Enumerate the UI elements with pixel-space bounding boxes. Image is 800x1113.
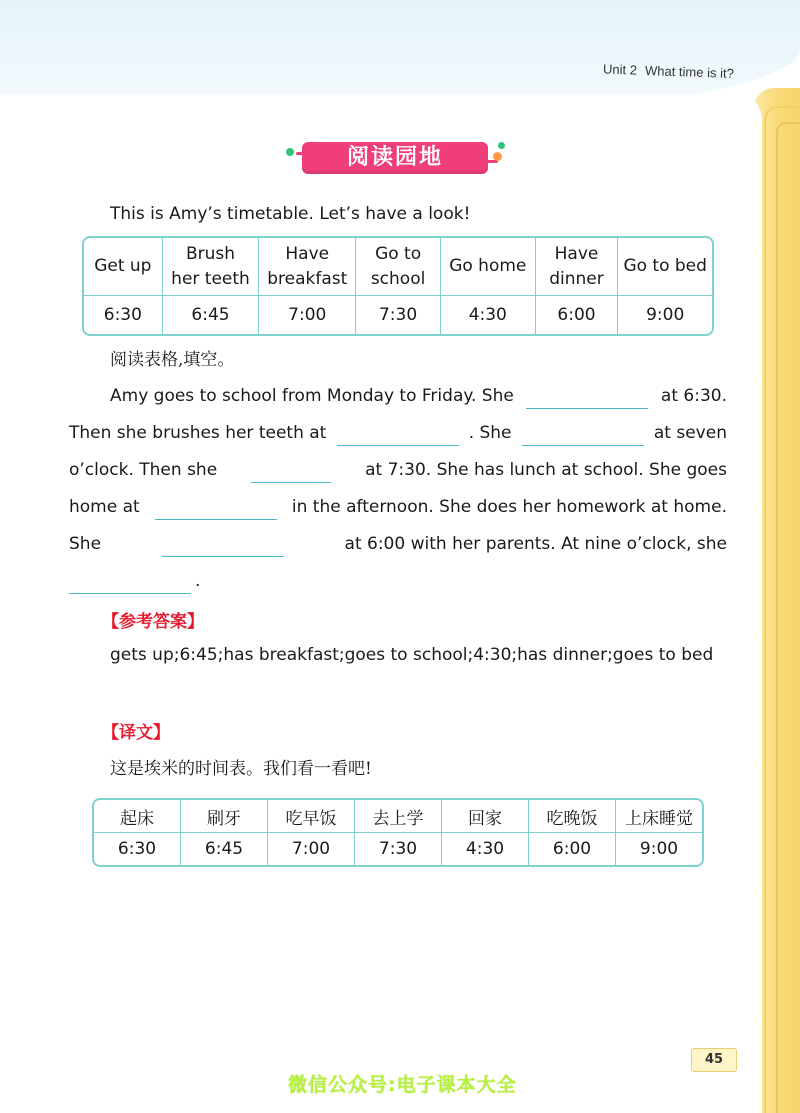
time-cell: 9:00	[639, 839, 679, 859]
passage-line: Amy goes to school from Monday to Friday. She at 6:30.	[69, 383, 727, 409]
activity-cell: Have breakfast	[259, 238, 356, 296]
timetable-activity-row	[94, 800, 702, 833]
time-cell: 6:30	[84, 296, 163, 334]
passage-line: home at in the afternoon. She does her homework at home.	[69, 494, 727, 520]
activity-cell: Go home	[441, 238, 536, 296]
answer-blank[interactable]	[526, 388, 648, 409]
instruction: 阅读表格,填空。	[110, 350, 235, 370]
answer-blank[interactable]	[251, 462, 331, 483]
activity-cell: Have dinner	[536, 238, 619, 296]
translation-label: 【译文】	[102, 723, 170, 743]
decor-dot-icon	[286, 148, 294, 156]
time-cell: 6:00	[536, 296, 619, 334]
time-cell: 9:00	[646, 305, 685, 325]
watermark: 微信公众号:电子课本大全	[288, 1074, 517, 1096]
activity-cell: 去上学	[355, 800, 442, 833]
answer-blank[interactable]	[337, 425, 459, 446]
timetable-time-row	[94, 833, 702, 865]
activity-cell: 刷牙	[181, 800, 268, 833]
answer-blank[interactable]	[162, 536, 284, 557]
answer-blank[interactable]	[522, 425, 644, 446]
activity-cell: Brush her teeth	[163, 238, 260, 296]
activity-cell: Get up	[84, 238, 163, 296]
passage-line: .	[69, 568, 727, 594]
unit-title: What time is it?	[644, 62, 735, 81]
passage-line: o’clock. Then she at 7:30. She has lunch at school. She goes	[69, 457, 727, 483]
translation-intro: 这是埃米的时间表。我们看一看吧!	[110, 759, 372, 779]
answer-key-text: gets up;6:45;has breakfast;goes to school;4:30;has dinner;goes to bed	[110, 645, 714, 665]
time-cell: 6:45	[181, 833, 268, 865]
time-cell: 7:00	[268, 833, 355, 865]
page-number: 45	[691, 1048, 737, 1072]
time-cell: 7:30	[356, 296, 441, 334]
activity-cell: 吃早饭	[268, 800, 355, 833]
time-cell: 7:00	[259, 296, 356, 334]
timetable-chinese	[92, 798, 704, 867]
time-cell: 6:30	[94, 833, 181, 865]
timetable-time-row	[84, 296, 712, 334]
time-cell: 4:30	[442, 833, 529, 865]
decor-dot-icon	[493, 152, 502, 161]
decor-dot-icon	[498, 142, 505, 149]
answer-key-label: 【参考答案】	[102, 612, 204, 632]
timetable-english	[82, 236, 714, 336]
activity-cell: 吃晚饭	[529, 800, 616, 833]
activity-cell: Go to bed	[618, 238, 712, 296]
time-cell: 6:00	[529, 833, 616, 865]
timetable-activity-row	[84, 238, 712, 296]
time-cell: 7:30	[355, 833, 442, 865]
time-cell: 4:30	[441, 296, 536, 334]
intro-text: This is Amy’s timetable. Let’s have a look!	[110, 204, 471, 224]
answer-blank[interactable]	[155, 499, 277, 520]
activity-cell: 回家	[442, 800, 529, 833]
answer-blank[interactable]	[69, 573, 191, 594]
section-banner	[0, 140, 800, 176]
activity-cell: 起床	[94, 800, 181, 833]
passage-line: She at 6:00 with her parents. At nine o’clock, she	[69, 531, 727, 557]
time-cell: 6:45	[163, 296, 260, 334]
unit-label: Unit 2	[602, 61, 638, 78]
activity-cell: Go to school	[356, 238, 441, 296]
section-title: 阅读园地	[302, 142, 488, 174]
activity-cell: 上床睡觉	[616, 800, 702, 833]
passage-line: Then she brushes her teeth at . She at seven	[69, 420, 727, 446]
